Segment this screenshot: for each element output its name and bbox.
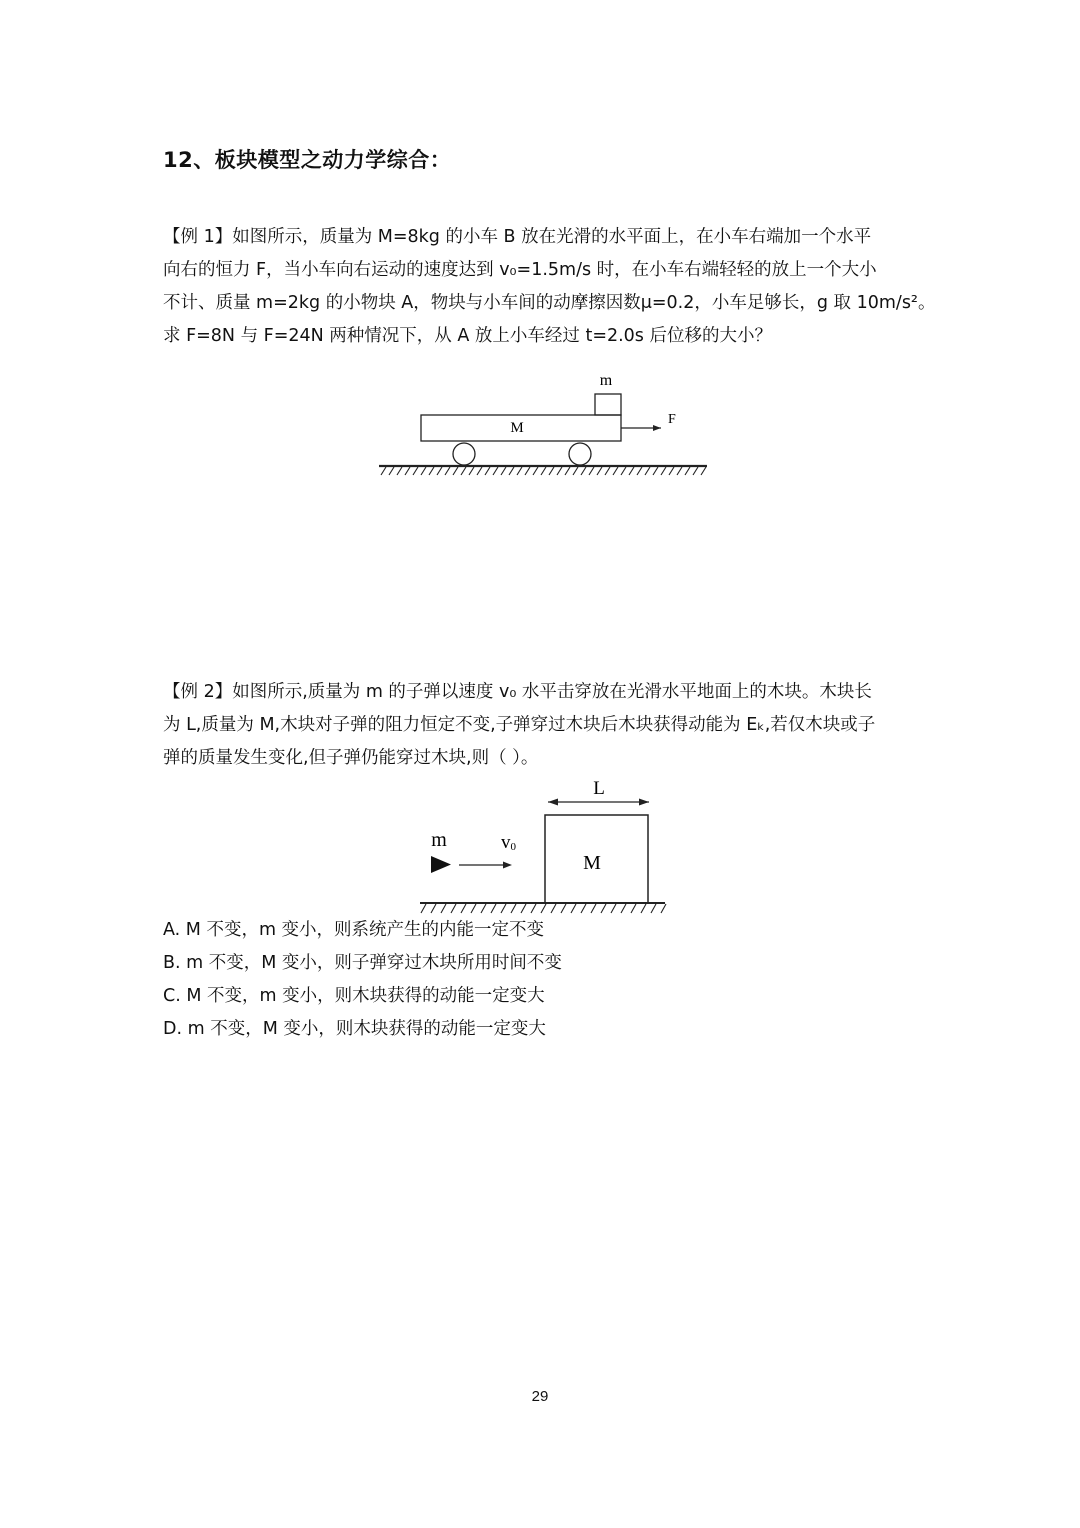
hatch-mark [541, 467, 546, 475]
hatch-mark [493, 467, 498, 475]
hatch-mark [381, 467, 386, 475]
hatch-mark [421, 904, 426, 913]
option-b: B. m 不变，M 变小，则子弹穿过木块所用时间不变 [163, 953, 562, 973]
hatch-mark [451, 904, 456, 913]
hatch-mark [437, 467, 442, 475]
example-1-text [163, 221, 936, 353]
ground-hatching [381, 467, 706, 475]
hatch-mark [389, 467, 394, 475]
hatch-mark [471, 904, 476, 913]
example-1-line: 不计、质量 m=2kg 的小物块 A，物块与小车间的动摩擦因数μ=0.2，小车足够长，g 取 10m/s²。 [163, 293, 936, 313]
right-wheel [569, 443, 591, 465]
hatch-mark [551, 904, 556, 913]
hatch-mark [581, 467, 586, 475]
example-2-text [163, 676, 923, 775]
hatch-mark [661, 467, 666, 475]
hatch-mark [501, 904, 506, 913]
hatch-mark [621, 904, 626, 913]
example-1-line: 向右的恒力 F，当小车向右运动的速度达到 v₀=1.5m/s 时，在小车右端轻轻的放上一个大小 [163, 260, 877, 280]
hatch-mark [677, 467, 682, 475]
hatch-mark [525, 467, 530, 475]
bullet-block-diagram [415, 772, 675, 917]
hatch-mark [651, 904, 656, 913]
hatch-mark [453, 467, 458, 475]
hatch-mark [693, 467, 698, 475]
hatch-mark [565, 467, 570, 475]
hatch-mark [645, 467, 650, 475]
example-2-line: 弹的质量发生变化,但子弹仍能穿过木块,则（ ）。 [163, 748, 539, 768]
bullet [431, 856, 451, 873]
hatch-mark [469, 467, 474, 475]
hatch-mark [601, 904, 606, 913]
hatch-mark [589, 467, 594, 475]
velocity-label: v0 [501, 832, 516, 853]
hatch-mark [621, 467, 626, 475]
hatch-mark [613, 467, 618, 475]
bullet-mass-label: m [431, 829, 447, 851]
hatch-mark [641, 904, 646, 913]
length-label: L [593, 778, 605, 799]
hatch-mark [441, 904, 446, 913]
hatch-mark [533, 467, 538, 475]
hatch-mark [631, 904, 636, 913]
force-arrow-head [653, 425, 661, 431]
hatch-mark [421, 467, 426, 475]
hatch-mark [557, 467, 562, 475]
force-label: F [668, 412, 676, 427]
hatch-mark [485, 467, 490, 475]
section-title: 12、板块模型之动力学综合： [163, 148, 452, 172]
example-2-line: 【例 2】如图所示,质量为 m 的子弹以速度 v₀ 水平击穿放在光滑水平地面上的木块。木块长 [163, 682, 872, 702]
hatch-mark [397, 467, 402, 475]
hatch-mark [531, 904, 536, 913]
hatch-mark [405, 467, 410, 475]
hatch-mark [549, 467, 554, 475]
option-a: A. M 不变，m 变小，则系统产生的内能一定不变 [163, 920, 545, 940]
length-arrow-left-head [548, 799, 558, 806]
block-mass-label: M [583, 852, 601, 874]
hatch-mark [611, 904, 616, 913]
hatch-mark [491, 904, 496, 913]
hatch-mark [509, 467, 514, 475]
ground-hatching [421, 904, 666, 913]
hatch-mark [541, 904, 546, 913]
cart-diagram [375, 365, 715, 480]
hatch-mark [517, 467, 522, 475]
option-c: C. M 不变，m 变小，则木块获得的动能一定变大 [163, 986, 545, 1006]
hatch-mark [461, 904, 466, 913]
hatch-mark [605, 467, 610, 475]
hatch-mark [573, 467, 578, 475]
page-number: 29 [531, 1388, 549, 1405]
example-2-line: 为 L,质量为 M,木块对子弹的阻力恒定不变,子弹穿过木块后木块获得动能为 Eₖ,若仅木块或子 [163, 715, 876, 735]
hatch-mark [511, 904, 516, 913]
hatch-mark [661, 904, 666, 913]
hatch-mark [669, 467, 674, 475]
hatch-mark [429, 467, 434, 475]
hatch-mark [445, 467, 450, 475]
hatch-mark [431, 904, 436, 913]
hatch-mark [571, 904, 576, 913]
option-d: D. m 不变，M 变小，则木块获得的动能一定变大 [163, 1019, 546, 1039]
small-block [595, 394, 621, 415]
hatch-mark [701, 467, 706, 475]
answer-options [163, 914, 562, 1046]
example-1-line: 求 F=8N 与 F=24N 两种情况下，从 A 放上小车经过 t=2.0s 后位移的大小？ [163, 326, 772, 346]
example-1-line: 【例 1】如图所示，质量为 M=8kg 的小车 B 放在光滑的水平面上，在小车右端加一个水平 [163, 227, 872, 247]
left-wheel [453, 443, 475, 465]
hatch-mark [521, 904, 526, 913]
cart-mass-label: M [510, 420, 524, 436]
hatch-mark [629, 467, 634, 475]
hatch-mark [653, 467, 658, 475]
hatch-mark [501, 467, 506, 475]
block-mass-label: m [599, 372, 613, 389]
hatch-mark [461, 467, 466, 475]
hatch-mark [637, 467, 642, 475]
hatch-mark [685, 467, 690, 475]
hatch-mark [561, 904, 566, 913]
hatch-mark [481, 904, 486, 913]
length-arrow-right-head [639, 799, 649, 806]
hatch-mark [591, 904, 596, 913]
hatch-mark [597, 467, 602, 475]
hatch-mark [477, 467, 482, 475]
velocity-arrow-head [503, 862, 512, 869]
hatch-mark [581, 904, 586, 913]
hatch-mark [413, 467, 418, 475]
